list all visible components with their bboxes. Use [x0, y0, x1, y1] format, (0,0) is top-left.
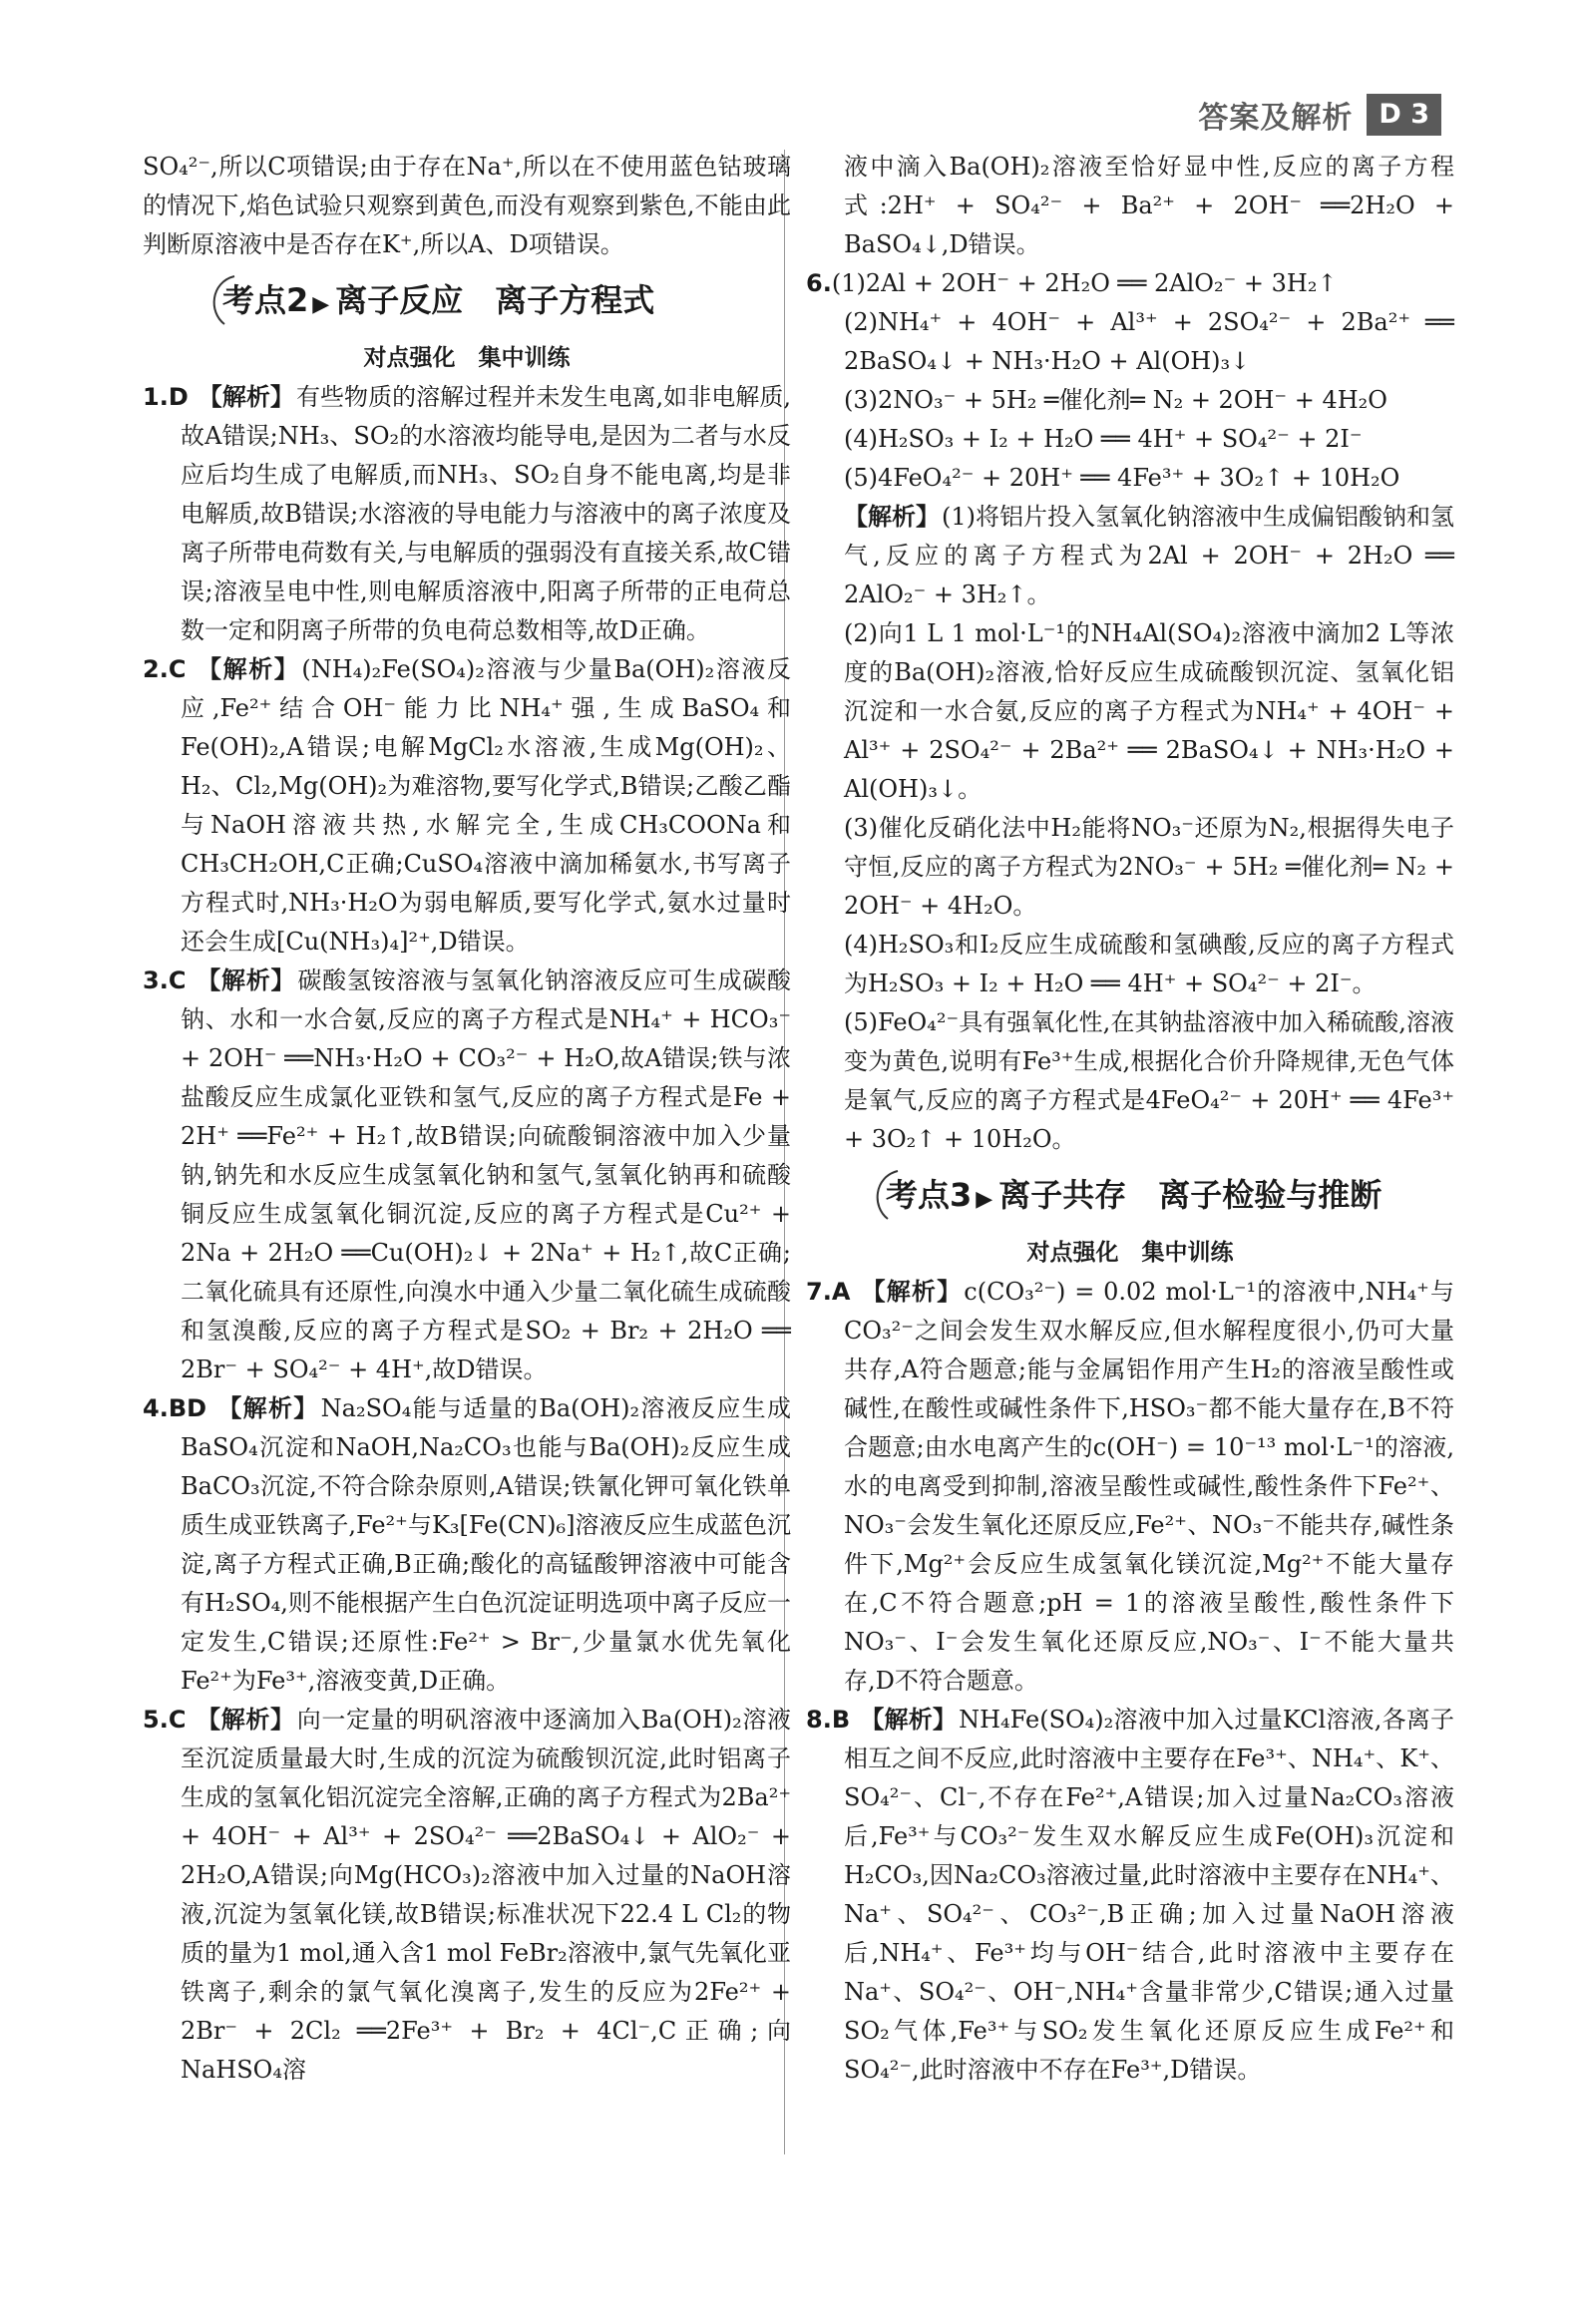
- question-number: 1.: [143, 383, 169, 411]
- question-number: 3.: [143, 967, 169, 994]
- analysis-tag: 【解析】: [216, 1394, 319, 1422]
- answer-letter: A: [831, 1278, 851, 1306]
- section-3-heading: [806, 1163, 1454, 1233]
- question-6-analysis-4: (4)H₂SO₃和I₂反应生成硫酸和氢碘酸,反应的离子方程式为H₂SO₃ + I₂ + H₂O ══ 4H⁺ + SO₄²⁻ + 2I⁻。: [844, 931, 1454, 997]
- question-5-continued: 液中滴入Ba(OH)₂溶液至恰好显中性,反应的离子方程式:2H⁺ + SO₄²⁻ + Ba²⁺ + 2OH⁻ ══2H₂O + BaSO₄↓,D错误。: [844, 153, 1454, 258]
- question-6-analysis-3: (3)催化反硝化法中H₂能将NO₃⁻还原为N₂,根据得失电子守恒,反应的离子方程式为2NO₃⁻ + 5H₂ ═催化剂═ N₂ + 2OH⁻ + 4H₂O。: [844, 814, 1454, 920]
- play-arrow-icon: ▶: [312, 292, 330, 317]
- answer-letter: C: [168, 1706, 187, 1734]
- question-1: [143, 378, 791, 650]
- analysis-text: 碳酸氢铵溶液与氢氧化钠溶液反应可生成碳酸钠、水和一水合氨,反应的离子方程式是NH₄⁺ + HCO₃⁻ + 2OH⁻ ══NH₃·H₂O + CO₃²⁻ + H₂O,故A错误;铁与浓盐酸反应生成氯化亚铁和氢气,反应的离子方程式是Fe + 2H⁺ ══Fe²⁺ + H₂↑,故B错误;向硫酸铜溶液中加入少量钠,钠先和水反应生成氢氧化钠和氢气,氢氧化钠再和硫酸铜反应生成氢氧化铜沉淀,反应的离子方程式是Cu²⁺ + 2Na + 2H₂O ══Cu(OH)₂↓ + 2Na⁺ + H₂↑,故C正确;二氧化硫具有还原性,向溴水中通入少量二氧化硫生成硫酸和氢溴酸,反应的离子方程式是SO₂ + Br₂ + 2H₂O ══ 2Br⁻ + SO₄²⁻ + 4H⁺,故D错误。: [181, 967, 792, 1383]
- intro-paragraph: SO₄²⁻,所以C项错误;由于存在Na⁺,所以在不使用蓝色钴玻璃的情况下,焰色试验只观察到黄色,而没有观察到紫色,不能由此判断原溶液中是否存在K⁺,所以A、D项错误。: [143, 153, 791, 258]
- analysis-text: Na₂SO₄能与适量的Ba(OH)₂溶液反应生成BaSO₄沉淀和NaOH,Na₂CO₃也能与Ba(OH)₂反应生成BaCO₃沉淀,不符合除杂原则,A错误;铁氰化钾可氧化铁单质生成亚铁离子,Fe²⁺与K₃[Fe(CN)₆]溶液反应生成蓝色沉淀,离子方程式正确,B正确;酸化的高锰酸钾溶液中可能含有H₂SO₄,则不能根据产生白色沉淀证明选项中离子反应一定发生,C错误;还原性:Fe²⁺ > Br⁻,少量氯水优先氧化Fe²⁺为Fe³⁺,溶液变黄,D正确。: [181, 1394, 792, 1695]
- question-8: [806, 1701, 1454, 2090]
- question-number: 5.: [143, 1706, 169, 1734]
- question-4: [143, 1389, 791, 1701]
- question-number: 8.: [806, 1706, 832, 1734]
- analysis-text: 有些物质的溶解过程并未发生电离,如非电解质,故A错误;NH₃、SO₂的水溶液均能导电,是因为二者与水反应后均生成了电解质,而NH₃、SO₂自身不能电离,均是非电解质,故B错误;水溶液的导电能力与溶液中的离子浓度及离子所带电荷数有关,与电解质的强弱没有直接关系,故C错误;溶液呈电中性,则电解质溶液中,阳离子所带的正电荷总数一定和阴离子所带的负电荷总数相等,故D正确。: [181, 383, 792, 644]
- question-6-eq-5: (5)4FeO₄²⁻ + 20H⁺ ══ 4Fe³⁺ + 3O₂↑ + 10H₂O: [844, 464, 1400, 492]
- section-label: 考点3: [886, 1176, 973, 1214]
- play-arrow-icon: ▶: [976, 1187, 993, 1212]
- analysis-tag: 【解析】: [197, 383, 294, 411]
- analysis-tag: 【解析】: [860, 1706, 958, 1734]
- question-6-analysis-2: (2)向1 L 1 mol·L⁻¹的NH₄Al(SO₄)₂溶液中滴加2 L等浓度的Ba(OH)₂溶液,恰好反应生成硫酸钡沉淀、氢氧化铝沉淀和一水合氨,反应的离子方程式为NH₄⁺ + 4OH⁻ + Al³⁺ + 2SO₄²⁻ + 2Ba²⁺ ══ 2BaSO₄↓ + NH₃·H₂O + Al(OH)₃↓。: [844, 619, 1454, 803]
- question-2: [143, 650, 791, 962]
- analysis-text: (NH₄)₂Fe(SO₄)₂溶液与少量Ba(OH)₂溶液反应,Fe²⁺结合OH⁻能力比NH₄⁺强,生成BaSO₄和Fe(OH)₂,A错误;电解MgCl₂水溶液,生成Mg(OH)₂、H₂、Cl₂,Mg(OH)₂为难溶物,要写化学式,B错误;乙酸乙酯与NaOH溶液共热,水解完全,生成CH₃COONa和CH₃CH₂OH,C正确;CuSO₄溶液中滴加稀氨水,书写离子方程式时,NH₃·H₂O为弱电解质,要写化学式,氨水过量时还会生成[Cu(NH₃)₄]²⁺,D错误。: [181, 655, 791, 956]
- question-number: 2.: [143, 655, 169, 683]
- answer-letter: D: [168, 383, 189, 411]
- question-number: 4.: [143, 1394, 169, 1422]
- analysis-text: NH₄Fe(SO₄)₂溶液中加入过量KCl溶液,各离子相互之间不反应,此时溶液中主要存在Fe³⁺、NH₄⁺、K⁺、SO₄²⁻、Cl⁻,不存在Fe²⁺,A错误;加入过量Na₂CO₃溶液后,Fe³⁺与CO₃²⁻发生双水解反应生成Fe(OH)₃沉淀和H₂CO₃,因Na₂CO₃溶液过量,此时溶液中主要存在NH₄⁺、Na⁺、SO₄²⁻、CO₃²⁻,B正确;加入过量NaOH溶液后,NH₄⁺、Fe³⁺均与OH⁻结合,此时溶液中主要存在Na⁺、SO₄²⁻、OH⁻,NH₄⁺含量非常少,C错误;通入过量SO₂气体,Fe³⁺与SO₂发生氧化还原反应生成Fe²⁺和SO₄²⁻,此时溶液中不存在Fe³⁺,D错误。: [844, 1706, 1454, 2084]
- question-5: [143, 1701, 791, 2090]
- question-6-analysis-1: [806, 498, 1454, 614]
- page-badge: D 3: [1367, 94, 1441, 136]
- analysis-tag: 【解析】: [196, 655, 300, 683]
- answer-letter: B: [831, 1706, 851, 1734]
- question-6-eq-3: (3)2NO₃⁻ + 5H₂ ═催化剂═ N₂ + 2OH⁻ + 4H₂O: [844, 386, 1387, 414]
- analysis-tag: 【解析】: [860, 1278, 963, 1306]
- analysis-text: 向一定量的明矾溶液中逐滴加入Ba(OH)₂溶液至沉淀质量最大时,生成的沉淀为硫酸钡沉淀,此时铝离子生成的氢氧化铝沉淀完全溶解,正确的离子方程式为2Ba²⁺ + 4OH⁻ + Al³⁺ + 2SO₄²⁻ ══2BaSO₄↓ + AlO₂⁻ + 2H₂O,A错误;向Mg(HCO₃)₂溶液中加入过量的NaOH溶液,沉淀为氢氧化镁,故B错误;标准状况下22.4 L Cl₂的物质的量为1 mol,通入含1 mol FeBr₂溶液中,氯气先氧化亚铁离子,剩余的氯气氧化溴离子,发生的反应为2Fe²⁺ + 2Br⁻ + 2Cl₂ ══2Fe³⁺ + Br₂ + 4Cl⁻,C正确;向NaHSO₄溶: [181, 1706, 791, 2084]
- question-3: [143, 962, 791, 1389]
- header-title: 答案及解析: [1198, 101, 1354, 136]
- section-label: 考点2: [222, 281, 309, 319]
- equation: (1)2Al + 2OH⁻ + 2H₂O ══ 2AlO₂⁻ + 3H₂↑: [831, 269, 1338, 297]
- answer-letter: C: [168, 967, 187, 994]
- analysis-text: (1)将铝片投入氢氧化钠溶液中生成偏铝酸钠和氢气,反应的离子方程式为2Al + 2OH⁻ + 2H₂O ══ 2AlO₂⁻ + 3H₂↑。: [844, 503, 1454, 608]
- answer-letter: BD: [168, 1394, 207, 1422]
- right-column: [806, 148, 1454, 2090]
- analysis-text: c(CO₃²⁻) = 0.02 mol·L⁻¹的溶液中,NH₄⁺与CO₃²⁻之间会发生双水解反应,但水解程度很小,仍可大量共存,A符合题意;能与金属铝作用产生H₂的溶液呈酸性或碱性,在酸性或碱性条件下,HSO₃⁻都不能大量存在,B不符合题意;由水电离产生的c(OH⁻) = 10⁻¹³ mol·L⁻¹的溶液,水的电离受到抑制,溶液呈酸性或碱性,酸性条件下Fe²⁺、NO₃⁻会发生氧化还原反应,Fe²⁺、NO₃⁻不能共存,碱性条件下,Mg²⁺会反应生成氢氧化镁沉淀,Mg²⁺不能大量存在,C不符合题意;pH = 1的溶液呈酸性,酸性条件下NO₃⁻、I⁻会发生氧化还原反应,NO₃⁻、I⁻不能大量共存,D不符合题意。: [844, 1278, 1455, 1695]
- section-subtitle: 对点强化 集中训练: [1026, 1240, 1234, 1266]
- question-7: [806, 1273, 1454, 1701]
- section-2-heading: [143, 268, 791, 338]
- question-6-analysis-5: (5)FeO₄²⁻具有强氧化性,在其钠盐溶液中加入稀硫酸,溶液变为黄色,说明有Fe³⁺生成,根据化合价升降规律,无色气体是氧气,反应的离子方程式是4FeO₄²⁻ + 20H⁺ ══ 4Fe³⁺ + 3O₂↑ + 10H₂O。: [844, 1008, 1454, 1153]
- question-number: 6.: [806, 269, 832, 297]
- left-column: [143, 148, 791, 2090]
- answer-letter: C: [168, 655, 187, 683]
- question-6-eq-4: (4)H₂SO₃ + I₂ + H₂O ══ 4H⁺ + SO₄²⁻ + 2I⁻: [844, 425, 1363, 453]
- question-6-eq-1: [806, 264, 1454, 303]
- analysis-tag: 【解析】: [196, 967, 296, 994]
- analysis-tag: 【解析】: [844, 503, 940, 531]
- question-6-eq-2: (2)NH₄⁺ + 4OH⁻ + Al³⁺ + 2SO₄²⁻ + 2Ba²⁺ ══ 2BaSO₄↓ + NH₃·H₂O + Al(OH)₃↓: [844, 308, 1454, 375]
- analysis-tag: 【解析】: [196, 1706, 295, 1734]
- page-header: [1198, 92, 1441, 138]
- section-title: 离子反应 离子方程式: [335, 281, 655, 319]
- section-subtitle: 对点强化 集中训练: [363, 345, 571, 371]
- question-number: 7.: [806, 1278, 832, 1306]
- section-title: 离子共存 离子检验与推断: [998, 1176, 1382, 1214]
